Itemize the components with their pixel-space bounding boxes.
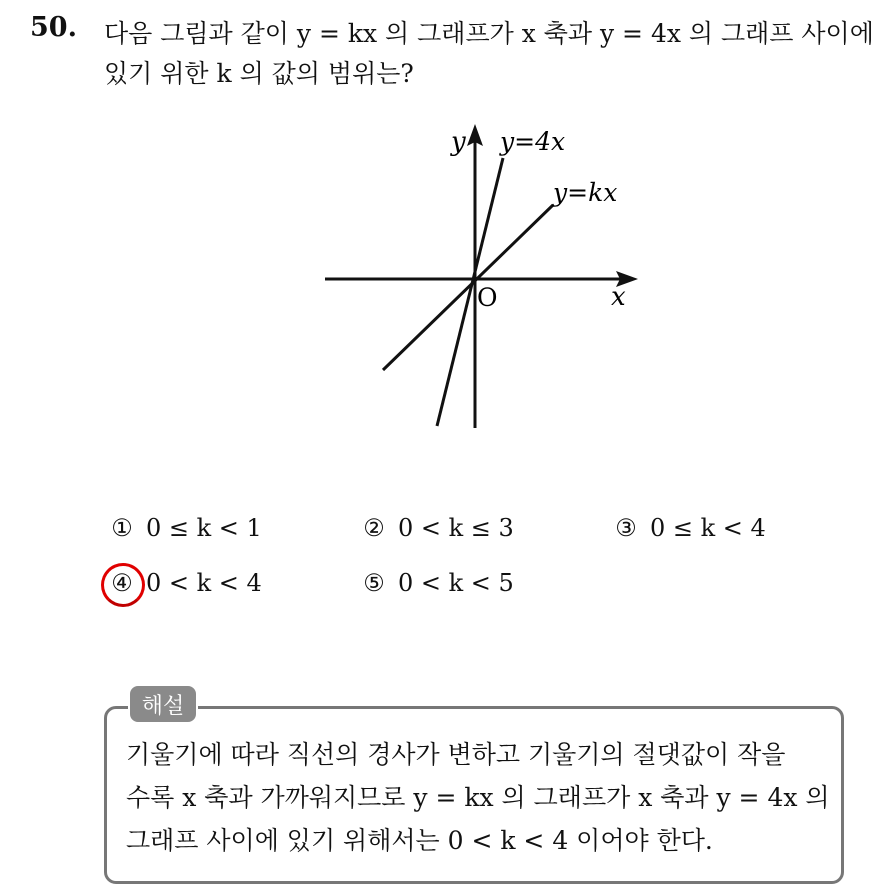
line-kx-label: y=kx bbox=[553, 178, 618, 207]
x-axis-label: x bbox=[611, 282, 626, 312]
explanation-line1: 기울기에 따라 직선의 경사가 변하고 기울기의 절댓값이 작을 bbox=[126, 740, 786, 769]
line-4x-label: y=4x bbox=[500, 127, 566, 156]
question-text-line2: 있기 위한 k 의 값의 범위는? bbox=[104, 59, 414, 88]
option-2-text: 0 < k ≤ 3 bbox=[398, 514, 514, 542]
option-5[interactable] bbox=[360, 569, 514, 597]
origin-label: O bbox=[477, 283, 498, 312]
question-text-line1: 다음 그림과 같이 y = kx 의 그래프가 x 축과 y = 4x 의 그래프 사이에 bbox=[104, 19, 874, 48]
option-4-marker: ④ bbox=[111, 569, 133, 597]
option-1-text: 0 ≤ k < 1 bbox=[146, 514, 262, 542]
option-5-text: 0 < k < 5 bbox=[398, 569, 514, 597]
question-number: 50. bbox=[30, 12, 77, 43]
explanation-line3: 그래프 사이에 있기 위해서는 0 < k < 4 이어야 한다. bbox=[126, 826, 713, 855]
line-kx bbox=[383, 205, 553, 370]
option-3-text: 0 ≤ k < 4 bbox=[650, 514, 766, 542]
option-3-marker: ③ bbox=[615, 514, 637, 542]
option-4-text: 0 < k < 4 bbox=[146, 569, 262, 597]
answer-mark-circle bbox=[101, 563, 145, 607]
option-1-marker: ① bbox=[111, 514, 133, 542]
y-axis-label: y bbox=[451, 127, 466, 157]
option-2[interactable] bbox=[360, 514, 514, 542]
option-2-marker: ② bbox=[363, 514, 385, 542]
option-3[interactable] bbox=[612, 514, 766, 542]
option-5-marker: ⑤ bbox=[363, 569, 385, 597]
option-1[interactable] bbox=[108, 514, 262, 542]
explanation-tag: 해설 bbox=[128, 684, 198, 724]
explanation-line2: 수록 x 축과 가까워지므로 y = kx 의 그래프가 x 축과 y = 4x 의 bbox=[126, 783, 830, 812]
